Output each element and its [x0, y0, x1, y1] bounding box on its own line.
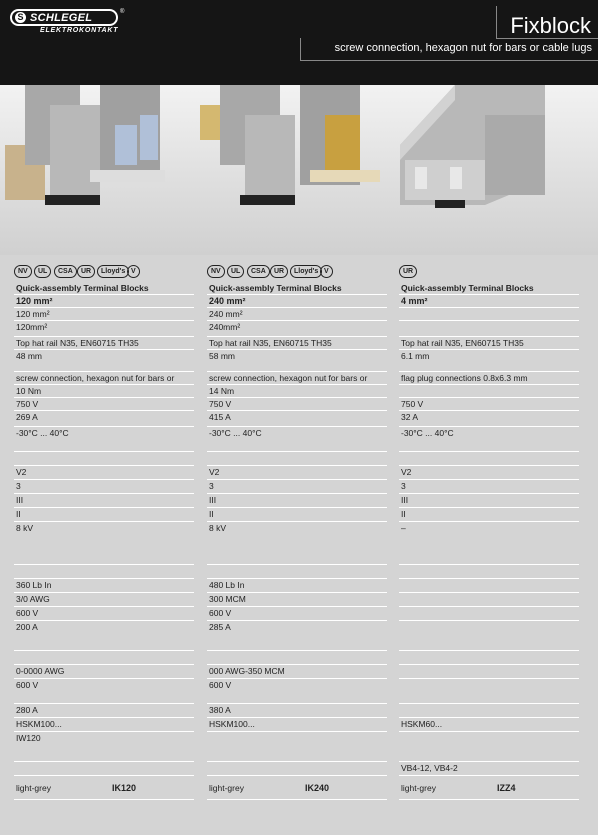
spec-row: 3 [14, 480, 194, 494]
spec-row [207, 732, 387, 762]
spec-row [399, 665, 579, 679]
spec-row: 750 V [399, 398, 579, 411]
spec-row: VB4-12, VB4-2 [399, 762, 579, 776]
cert-ur-icon: UR [270, 265, 288, 278]
spec-row: 360 Lb In [14, 579, 194, 593]
spec-row: 750 V [207, 398, 387, 411]
cert-nv-icon: NV [14, 265, 32, 278]
certification-marks [207, 264, 387, 282]
spec-row: HSKM100... [14, 718, 194, 732]
spec-row: HSKM100... [207, 718, 387, 732]
spec-row: 6.1 mm [399, 350, 579, 372]
spec-row: V2 [207, 466, 387, 480]
spec-row: Top hat rail N35, EN60715 TH35 [207, 337, 387, 350]
cert-csa-icon: CSA [247, 265, 270, 278]
spec-row: 10 Nm [14, 385, 194, 398]
spec-row: -30°C ... 40°C [207, 427, 387, 452]
spec-row: 14 Nm [207, 385, 387, 398]
spec-row [399, 621, 579, 651]
color-label: light-grey [209, 783, 244, 793]
spec-row: V2 [14, 466, 194, 480]
product-column [399, 264, 579, 800]
spec-row: -30°C ... 40°C [14, 427, 194, 452]
title-box [496, 6, 598, 39]
spec-row [399, 732, 579, 762]
spec-row: II [14, 508, 194, 522]
certification-marks [399, 264, 579, 282]
spec-row [207, 651, 387, 665]
spec-row: 48 mm [14, 350, 194, 372]
product-photo-ik120 [5, 85, 185, 215]
spec-row: HSKM60... [399, 718, 579, 732]
spec-row [399, 607, 579, 621]
spec-row: 3/0 AWG [14, 593, 194, 607]
spec-row [14, 651, 194, 665]
product-code: IK240 [305, 783, 330, 793]
color-label: light-grey [16, 783, 51, 793]
spec-row: 285 A [207, 621, 387, 651]
spec-row: II [399, 508, 579, 522]
spec-row: 750 V [14, 398, 194, 411]
table-header: Quick-assembly Terminal Blocks [14, 282, 194, 295]
spec-row: 380 A [207, 704, 387, 718]
spec-row: Top hat rail N35, EN60715 TH35 [399, 337, 579, 350]
spec-row: – [399, 522, 579, 565]
product-photo-izz4 [395, 85, 575, 215]
spec-row [207, 565, 387, 579]
spec-row [399, 704, 579, 718]
page-subtitle: screw connection, hexagon nut for bars or cable lugs [334, 42, 592, 54]
cert-ur-icon: UR [77, 265, 95, 278]
spec-row: -30°C ... 40°C [399, 427, 579, 452]
subtitle-box [300, 38, 598, 61]
spec-row: Top hat rail N35, EN60715 TH35 [14, 337, 194, 350]
product-column [207, 264, 387, 800]
spec-row [207, 762, 387, 776]
spec-row [399, 679, 579, 704]
product-footer [399, 780, 579, 800]
spec-row [14, 565, 194, 579]
page-title: Fixblock [510, 13, 591, 38]
spec-row [399, 593, 579, 607]
cert-lloyds-icon: Lloyd's [290, 265, 322, 278]
cert-nv-icon: NV [207, 265, 225, 278]
product-code: IK120 [112, 783, 137, 793]
spec-row: V2 [399, 466, 579, 480]
spec-row: 480 Lb In [207, 579, 387, 593]
spec-row: 240mm² [207, 321, 387, 337]
table-header: Quick-assembly Terminal Blocks [207, 282, 387, 295]
spec-row: 240 mm² [207, 308, 387, 321]
cert-v-icon: V [320, 265, 333, 278]
spec-row [14, 452, 194, 466]
spec-row [399, 565, 579, 579]
cert-ul-icon: UL [227, 265, 244, 278]
spec-row: 3 [399, 480, 579, 494]
registered-mark: ® [120, 9, 125, 15]
spec-row: screw connection, hexagon nut for bars or [207, 372, 387, 385]
cert-lloyds-icon: Lloyd's [97, 265, 129, 278]
logo-pill [10, 9, 118, 26]
spec-row: III [207, 494, 387, 508]
product-footer [207, 780, 387, 800]
spec-row [399, 385, 579, 398]
spec-row [207, 452, 387, 466]
spec-row: 3 [207, 480, 387, 494]
spec-row: 600 V [14, 607, 194, 621]
spec-row: 0-0000 AWG [14, 665, 194, 679]
product-photo-ik240 [200, 85, 380, 215]
spec-row: 120mm² [14, 321, 194, 337]
logo-subtitle: ELEKTROKONTAKT [40, 27, 119, 34]
cert-v-icon: V [127, 265, 140, 278]
spec-row: IW120 [14, 732, 194, 762]
spec-row: flag plug connections 0.8x6.3 mm [399, 372, 579, 385]
schlegel-logo [10, 9, 125, 35]
product-column [14, 264, 194, 800]
table-header: Quick-assembly Terminal Blocks [399, 282, 579, 295]
model-size: 240 mm² [207, 295, 387, 308]
spec-row: 8 kV [14, 522, 194, 565]
cert-csa-icon: CSA [54, 265, 77, 278]
spec-row: 269 A [14, 411, 194, 427]
page-header [0, 0, 598, 85]
product-code: IZZ4 [497, 783, 516, 793]
spec-row: 600 V [14, 679, 194, 704]
cert-ul-icon: UL [34, 265, 51, 278]
logo-initial: S [15, 12, 26, 23]
product-photo-strip [0, 85, 598, 255]
cert-ur-icon: UR [399, 265, 417, 278]
spec-row: 000 AWG-350 MCM [207, 665, 387, 679]
spec-row: II [207, 508, 387, 522]
spec-row: screw connection, hexagon nut for bars or [14, 372, 194, 385]
spec-row: III [14, 494, 194, 508]
spec-row: 8 kV [207, 522, 387, 565]
product-footer [14, 780, 194, 800]
spec-row: 600 V [207, 679, 387, 704]
spec-row: III [399, 494, 579, 508]
spec-row [399, 452, 579, 466]
spec-row [399, 321, 579, 337]
spec-row: 200 A [14, 621, 194, 651]
spec-row: 600 V [207, 607, 387, 621]
spec-row: 58 mm [207, 350, 387, 372]
spec-row [14, 762, 194, 776]
model-size: 120 mm² [14, 295, 194, 308]
model-size: 4 mm² [399, 295, 579, 308]
spec-row: 120 mm² [14, 308, 194, 321]
spec-row [399, 579, 579, 593]
spec-row: 280 A [14, 704, 194, 718]
spec-row: 32 A [399, 411, 579, 427]
certification-marks [14, 264, 194, 282]
spec-row: 415 A [207, 411, 387, 427]
spec-row [399, 651, 579, 665]
logo-name: SCHLEGEL [30, 12, 93, 24]
spec-row: 300 MCM [207, 593, 387, 607]
color-label: light-grey [401, 783, 436, 793]
spec-row [399, 308, 579, 321]
